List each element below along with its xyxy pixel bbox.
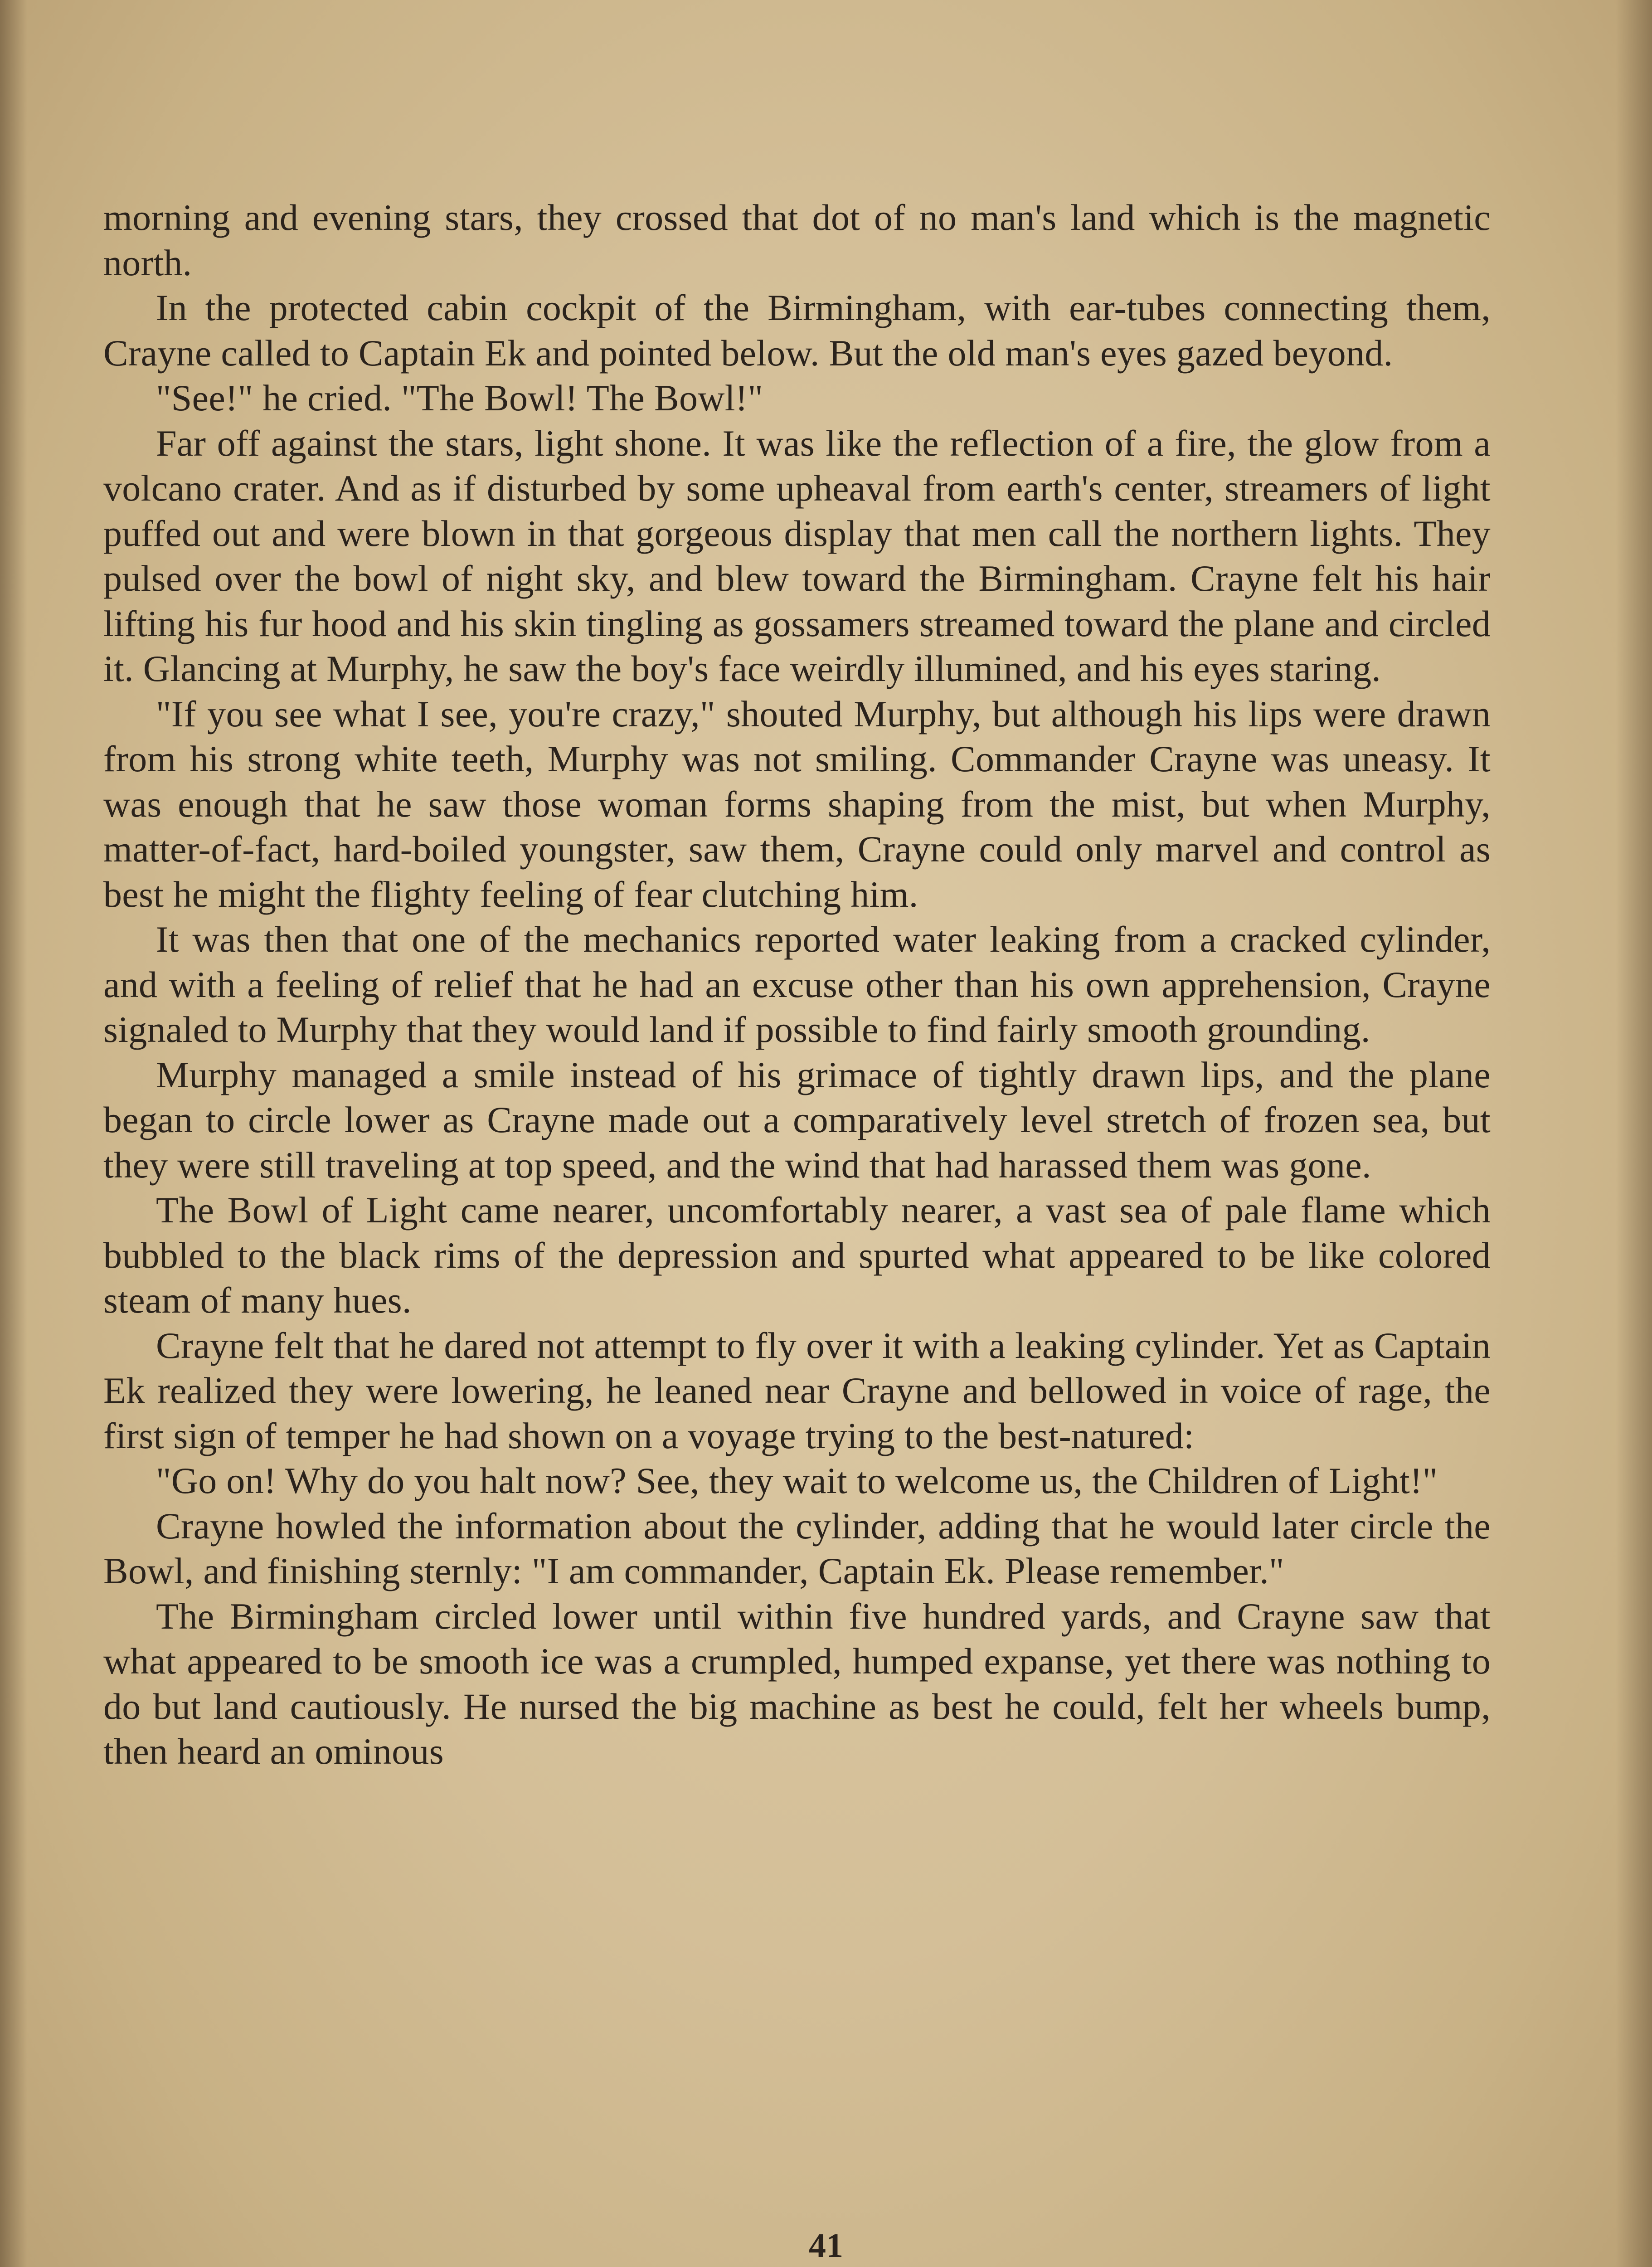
paragraph-5: "If you see what I see, you're crazy," shouted Murphy, but although his lips were drawn from his strong white teeth, Murphy was not smiling. Commander Crayne was uneasy. It was enough that he saw those woman forms shaping from the mist, but when Murphy, matter-of-fact, hard-boiled youngster, saw them, Crayne could only marvel and control as best he might the flighty feeling of fear clutching him. [103, 693, 1491, 915]
paragraph-12: The Birmingham circled lower until within five hundred yards, and Crayne saw that what appeared to be smooth ice was a crumpled, humped expanse, yet there was nothing to do but land cautiously. He nursed the big machine as best he could, felt her wheels bump, then heard an ominous [103, 1595, 1491, 1772]
paragraph-7: Murphy managed a smile instead of his grimace of tightly drawn lips, and the plane began to circle lower as Crayne made out a comparatively level stretch of frozen sea, but they were still traveling at top speed, and the wind that had harassed them was gone. [103, 1054, 1491, 1186]
page-shadow-right [1616, 0, 1652, 2267]
page-number: 41 [809, 2227, 843, 2265]
paragraph-3: "See!" he cried. "The Bowl! The Bowl!" [156, 377, 763, 418]
paragraph-6: It was then that one of the mechanics reported water leaking from a cracked cylinder, and with a feeling of relief that he had an excuse other than his own apprehension, Crayne signaled to Murphy that they would land if possible to find fairly smooth grounding. [103, 919, 1491, 1050]
paragraph-2: In the protected cabin cockpit of the Birmingham, with ear-tubes connecting them, Crayne called to Captain Ek and pointed below. But the old man's eyes gazed beyond. [103, 287, 1491, 374]
paragraph-1: morning and evening stars, they crossed that dot of no man's land which is the magnetic north. [103, 197, 1491, 283]
paragraph-9: Crayne felt that he dared not attempt to fly over it with a leaking cylinder. Yet as Captain Ek realized they were lowering, he leaned near Crayne and bellowed in voice of rage, the first sign of temper he had shown on a voyage trying to the best-natured: [103, 1324, 1491, 1456]
paragraph-8: The Bowl of Light came nearer, uncomfortably nearer, a vast sea of pale flame which bubbled to the black rims of the depression and spurted what appeared to be like colored steam of many hues. [103, 1189, 1491, 1321]
paragraph-4: Far off against the stars, light shone. It was like the reflection of a fire, the glow from a volcano crater. And as if disturbed by some upheaval from earth's center, streamers of light puffed out and were blown in that gorgeous display that men call the northern lights. They pulsed over the bowl of night sky, and blew toward the Birmingham. Crayne felt his hair lifting his fur hood and his skin tingling as gossamers streamed toward the plane and circled it. Glancing at Murphy, he saw the boy's face weirdly illumined, and his eyes staring. [103, 422, 1491, 689]
page-shadow-left [0, 0, 27, 2267]
paragraph-11: Crayne howled the information about the cylinder, adding that he would later circle the Bowl, and finishing sternly: "I am commander, Captain Ek. Please remember." [103, 1505, 1491, 1591]
paragraph-10: "Go on! Why do you halt now? See, they wait to welcome us, the Children of Light!" [156, 1460, 1438, 1501]
body-text [103, 195, 1491, 1774]
